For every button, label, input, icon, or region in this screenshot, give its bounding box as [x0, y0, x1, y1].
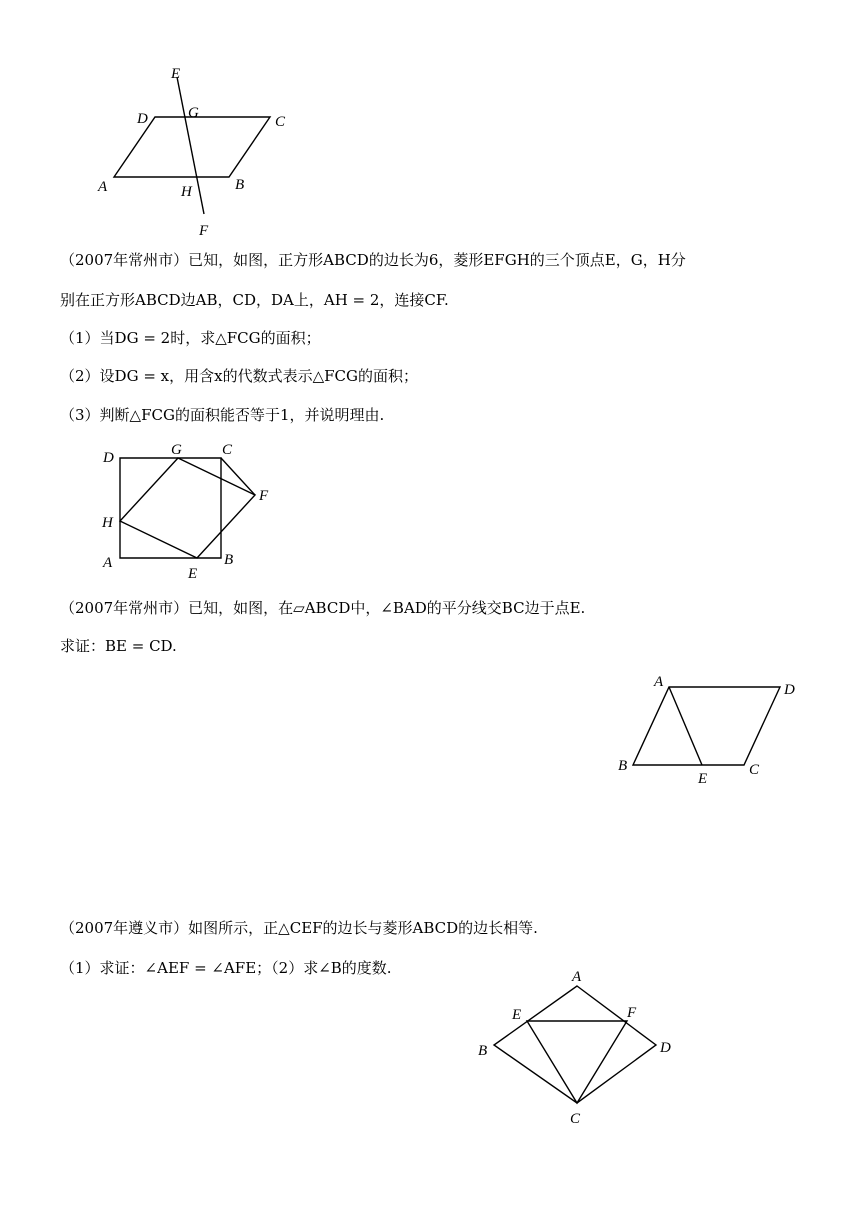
label-C: C [222, 442, 233, 458]
label-A: A [654, 674, 664, 690]
label-C: C [749, 762, 760, 778]
problem-parallelogram-line1: （2007年常州市）已知，如图，在▱ABCD中，∠BAD的平分线交BC边于点E. [60, 599, 586, 617]
label-F: F [627, 1005, 637, 1021]
label-C: C [275, 114, 286, 130]
problem-zunyi-line2: （1）求证：∠AEF = ∠AFE；（2）求∠B的度数. [60, 959, 392, 977]
segment-ae [669, 687, 702, 765]
label-E: E [512, 1007, 522, 1023]
label-H: H [102, 515, 113, 531]
label-D: D [103, 450, 114, 466]
problem-square-q3: （3）判断△FCG的面积能否等于1，并说明理由. [60, 406, 385, 424]
label-D: D [660, 1040, 671, 1056]
problem-square-line2: 别在正方形ABCD边AB，CD，DA上，AH = 2，连接CF. [60, 291, 449, 309]
problem-square-q1: （1）当DG = 2时，求△FCG的面积； [60, 329, 321, 347]
label-D: D [137, 111, 148, 127]
square-abcd [120, 458, 221, 558]
label-H: H [181, 184, 192, 200]
label-G: G [171, 442, 182, 458]
problem-zunyi-line1: （2007年遵义市）如图所示，正△CEF的边长与菱形ABCD的边长相等. [60, 919, 538, 937]
parallelogram-abcd [114, 117, 270, 177]
problem-square-line1: （2007年常州市）已知，如图，正方形ABCD的边长为6，菱形EFGH的三个顶点E，G，H分 [60, 251, 686, 269]
label-E: E [698, 771, 708, 787]
label-B: B [224, 552, 234, 568]
label-D: D [784, 682, 795, 698]
label-C: C [570, 1111, 581, 1127]
label-F: F [259, 488, 269, 504]
label-F: F [199, 223, 209, 239]
segment-cf [221, 458, 255, 495]
rhombus-abcd [494, 986, 656, 1103]
label-B: B [478, 1043, 488, 1059]
label-B: B [618, 758, 628, 774]
problem-square-q2: （2）设DG = x，用含x的代数式表示△FCG的面积； [60, 367, 418, 385]
label-G: G [188, 105, 199, 121]
segment-ef [177, 77, 204, 214]
label-E: E [171, 66, 181, 82]
label-A: A [572, 969, 582, 985]
label-A: A [103, 555, 113, 571]
triangle-cef [527, 1021, 627, 1103]
label-A: A [98, 179, 108, 195]
rhombus-efgh [120, 458, 255, 558]
label-E: E [188, 566, 198, 582]
label-B: B [235, 177, 245, 193]
parallelogram-abcd-2 [633, 687, 780, 765]
problem-parallelogram-line2: 求证：BE = CD. [60, 637, 177, 655]
